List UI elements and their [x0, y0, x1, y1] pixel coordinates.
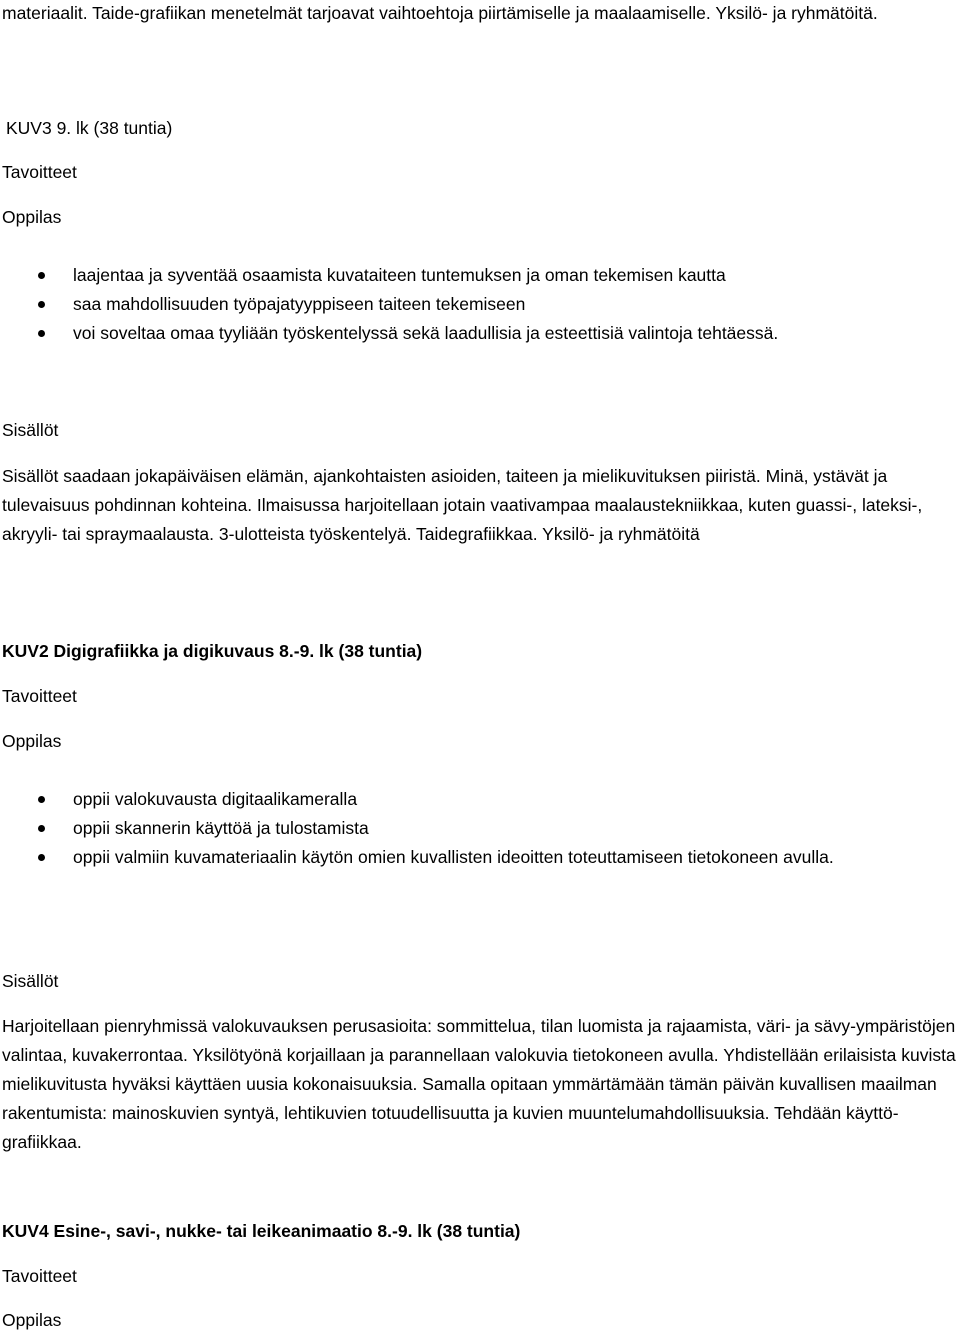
kuv2-student-label: Oppilas	[2, 731, 62, 751]
list-item-text: oppii valokuvausta digitaalikameralla	[73, 789, 358, 809]
list-item	[2, 290, 958, 319]
kuv3-contents-paragraph: Sisällöt saadaan jokapäiväisen elämän, ajankohtaisten asioiden, taiteen ja mielikuvituksen piiristä. Minä, ystävät ja tulevaisuus pohdinnan kohteina. Ilmaisussa harjoitellaan jotain vaativampaa maalaustekniikkaa, kuten guassi-, lateksi-, akryyli- tai spraymaalausta. 3-ulotteista työskentelyä. Taidegrafiikkaa. Yksilö- ja ryhmätöitä	[2, 466, 923, 544]
kuv3-goal-list	[2, 261, 958, 348]
kuv2-contents-paragraph: Harjoitellaan pienryhmissä valokuvauksen perusasioita: sommittelua, tilan luomista ja rajaamista, väri- ja sävy-ympäristöjen valintaa, kuvakerrontaa. Yksilötyönä korjaillaan ja parannellaan valokuvia tietokoneen avulla. Yhdistellään erilaisista kuvista mielikuvitusta hyväksi käyttäen uusia kokonaisuuksia. Samalla opitaan ymmärtämään tämän päivän kuvallisen maailman rakentumista: mainoskuvien syntyä, lehtikuvien totuudellisuutta ja kuvien muuntelumahdollisuuksia. Tehdään käyttö-grafiikkaa.	[2, 1016, 956, 1152]
list-item	[2, 814, 958, 843]
intro-paragraph: materiaalit. Taide-grafiikan menetelmät tarjoavat vaihtoehtoja piirtämiselle ja maalaamiselle. Yksilö- ja ryhmätöitä.	[2, 3, 878, 23]
list-item	[2, 785, 958, 814]
kuv3-heading: KUV3 9. lk (38 tuntia)	[6, 118, 173, 138]
bullet-icon	[38, 796, 45, 803]
list-item-text: saa mahdollisuuden työpajatyyppiseen taiteen tekemiseen	[73, 294, 526, 314]
kuv4-heading: KUV4 Esine-, savi-, nukke- tai leikeanimaatio 8.-9. lk (38 tuntia)	[2, 1221, 521, 1241]
kuv4-student-label: Oppilas	[2, 1310, 62, 1330]
kuv4-goals-label: Tavoitteet	[2, 1266, 77, 1286]
bullet-icon	[38, 330, 45, 337]
bullet-icon	[38, 301, 45, 308]
kuv3-student-label: Oppilas	[2, 207, 62, 227]
list-item	[2, 261, 958, 290]
bullet-icon	[38, 825, 45, 832]
list-item-text: oppii valmiin kuvamateriaalin käytön omien kuvallisten ideoitten toteuttamiseen tietokoneen avulla.	[73, 847, 834, 867]
kuv3-contents-label: Sisällöt	[2, 420, 59, 440]
list-item	[2, 319, 958, 348]
list-item-text: oppii skannerin käyttöä ja tulostamista	[73, 818, 369, 838]
bullet-icon	[38, 272, 45, 279]
list-item-text: voi soveltaa omaa tyyliään työskentelyssä sekä laadullisia ja esteettisiä valintoja tehtäessä.	[73, 323, 779, 343]
kuv2-heading: KUV2 Digigrafiikka ja digikuvaus 8.-9. lk (38 tuntia)	[2, 641, 423, 661]
list-item	[2, 843, 958, 872]
list-item-text: laajentaa ja syventää osaamista kuvataiteen tuntemuksen ja oman tekemisen kautta	[73, 265, 726, 285]
bullet-icon	[38, 854, 45, 861]
kuv2-goal-list	[2, 785, 958, 872]
kuv2-contents-label: Sisällöt	[2, 971, 59, 991]
kuv3-goals-label: Tavoitteet	[2, 162, 77, 182]
kuv2-goals-label: Tavoitteet	[2, 686, 77, 706]
